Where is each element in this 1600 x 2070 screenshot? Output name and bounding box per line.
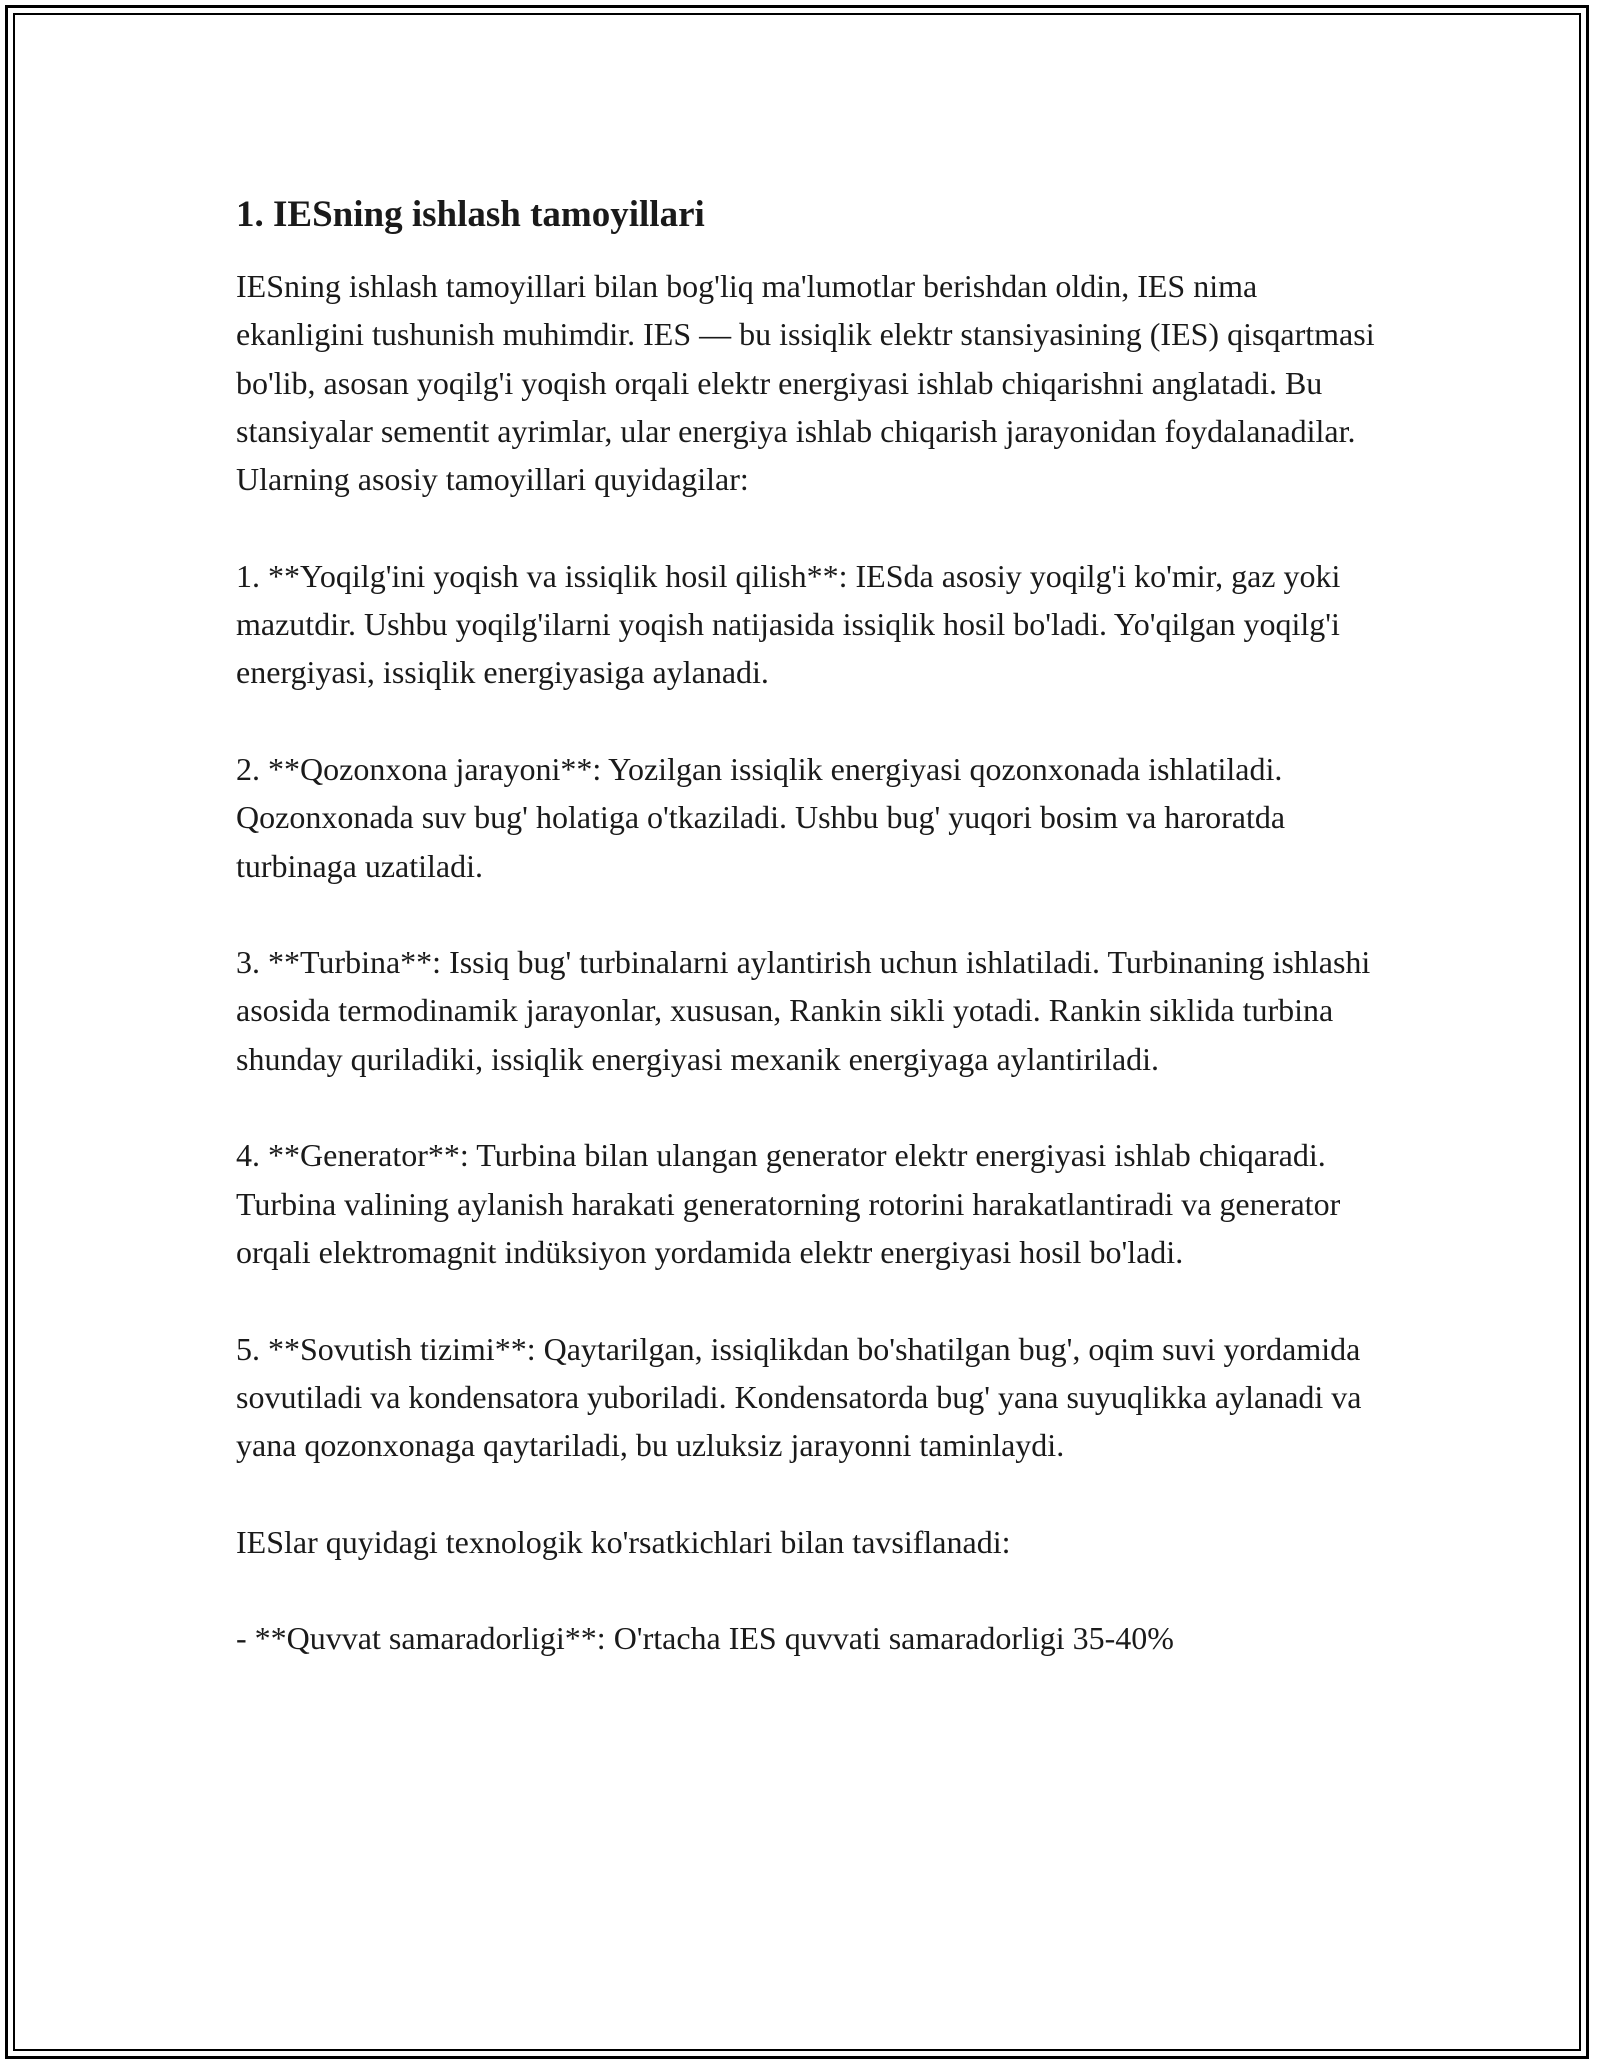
principle-5-paragraph: 5. **Sovutish tizimi**: Qaytarilgan, issiqlikdan bo'shatilgan bug', oqim suvi yordamida sovutiladi va kondensatora yuboriladi. Kondensatorda bug' yana suyuqlikka aylanadi va yana qozonxonaga qaytariladi, bu uzluksiz jarayonni taminlaydi. (236, 1330, 1362, 1464)
principle-2-paragraph: 2. **Qozonxona jarayoni**: Yozilgan issiqlik energiyasi qozonxonada ishlatiladi. Qozonxonada suv bug' holatiga o'tkaziladi. Ushbu bug' yuqori bosim va haroratda turbinaga uzatiladi. (236, 750, 1286, 884)
principle-3-paragraph: 3. **Turbina**: Issiq bug' turbinalarni aylantirish uchun ishlatiladi. Turbinaning ishlashi asosida termodinamik jarayonlar, xususan, Rankin sikli yotadi. Rankin siklida turbina shunday quriladiki, issiqlik energiyasi mexanik energiyaga aylantiriladi. (236, 944, 1371, 1077)
document-body (236, 190, 1386, 1711)
intro-paragraph: IESning ishlash tamoyillari bilan bog'liq ma'lumotlar berishdan oldin, IES nima ekanligini tushunish muhimdir. IES — bu issiqlik elektr stansiyasining (IES) qisqartmasi bo'lib, asosan yoqilg'i yoqish orqali elektr energiyasi ishlab chiqarishni anglatadi. Bu stansiyalar sementit ayrimlar, ular energiya ishlab chiqarish jarayonidan foydalanadilar. Ularning asosiy tamoyillari quyidagilar: (236, 268, 1375, 498)
indicator-efficiency-item: - **Quvvat samaradorligi**: O'rtacha IES quvvati samaradorligi 35-40% (236, 1620, 1174, 1657)
principle-1-paragraph: 1. **Yoqilg'ini yoqish va issiqlik hosil qilish**: IESda asosiy yoqilg'i ko'mir, gaz yoki mazutdir. Ushbu yoqilg'ilarni yoqish natijasida issiqlik hosil bo'ladi. Yo'qilgan yoqilg'i energiyasi, issiqlik energiyasiga aylanadi. (236, 557, 1341, 691)
indicators-intro-paragraph: IESlar quyidagi texnologik ko'rsatkichlari bilan tavsiflanadi: (236, 1523, 1011, 1560)
section-heading: 1. IESning ishlash tamoyillari (236, 194, 705, 235)
principle-4-paragraph: 4. **Generator**: Turbina bilan ulangan generator elektr energiyasi ishlab chiqaradi. Turbina valining aylanish harakati generatorning rotorini harakatlantiradi va generator orqali elektromagnit indüksiyon yordamida elektr energiyasi hosil bo'ladi. (236, 1137, 1341, 1270)
